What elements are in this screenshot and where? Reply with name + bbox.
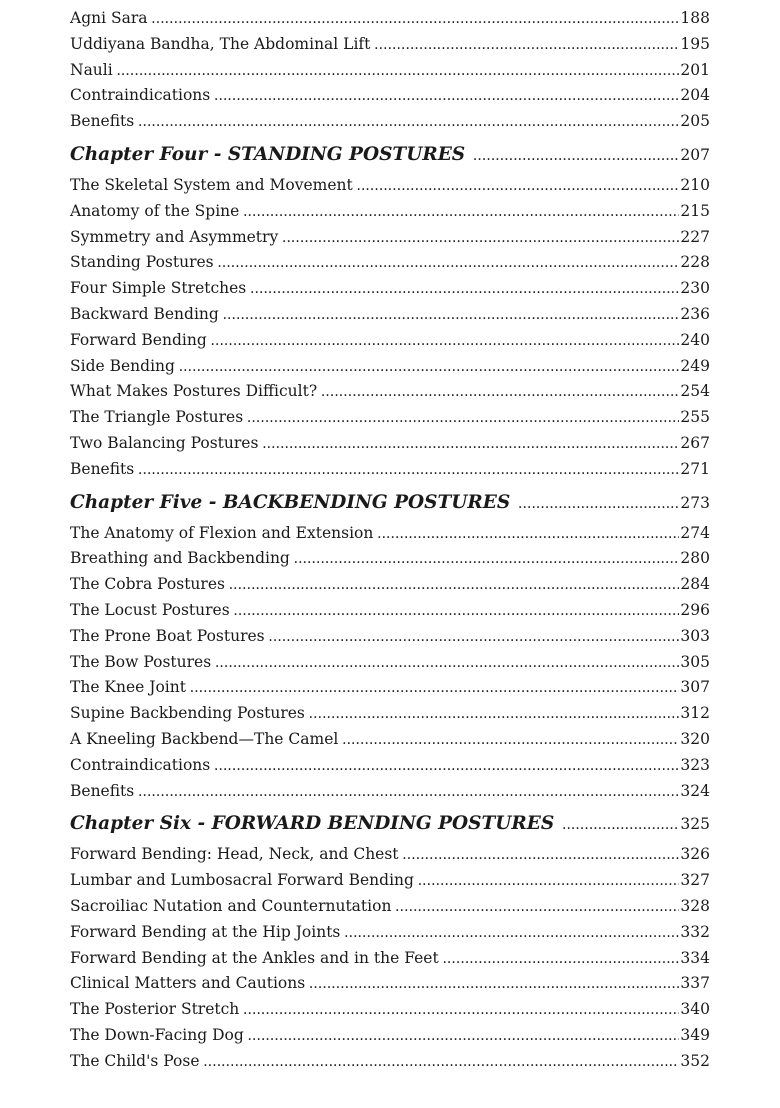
toc-entry-page-number: 210 bbox=[680, 175, 710, 194]
toc-entry-page-number: 227 bbox=[680, 227, 710, 246]
toc-entry-title: Benefits bbox=[70, 781, 135, 800]
toc-entry[interactable] bbox=[70, 675, 710, 701]
toc-entry[interactable] bbox=[70, 1049, 710, 1075]
toc-entry-page-number: 320 bbox=[680, 729, 710, 748]
dot-leader bbox=[377, 521, 679, 547]
toc-entry[interactable] bbox=[70, 83, 710, 109]
toc-entry-page-number: 230 bbox=[680, 279, 710, 298]
chapter-heading[interactable] bbox=[70, 806, 710, 842]
chapter-page-number: 273 bbox=[680, 493, 710, 512]
toc-entry-page-number: 280 bbox=[680, 549, 710, 568]
toc-entry-page-number: 327 bbox=[680, 871, 710, 890]
toc-entry[interactable] bbox=[70, 6, 710, 32]
toc-entry-page-number: 267 bbox=[680, 433, 710, 452]
toc-entry-title: Uddiyana Bandha, The Abdominal Lift bbox=[70, 34, 371, 53]
toc-entry-page-number: 323 bbox=[680, 755, 710, 774]
toc-entry-title: The Prone Boat Postures bbox=[70, 626, 265, 645]
dot-leader bbox=[229, 572, 679, 598]
toc-entry-page-number: 303 bbox=[680, 626, 710, 645]
toc-entry-title: The Knee Joint bbox=[70, 678, 186, 697]
dot-leader bbox=[243, 997, 679, 1023]
toc-entry[interactable] bbox=[70, 199, 710, 225]
toc-entry-page-number: 274 bbox=[680, 523, 710, 542]
toc-entry-page-number: 228 bbox=[680, 253, 710, 272]
toc-entry[interactable] bbox=[70, 32, 710, 58]
dot-leader bbox=[190, 675, 679, 701]
toc-entry[interactable] bbox=[70, 225, 710, 251]
toc-entry-page-number: 255 bbox=[680, 408, 710, 427]
dot-leader bbox=[395, 894, 679, 920]
toc-entry-title: Sacroiliac Nutation and Counternutation bbox=[70, 896, 392, 915]
toc-entry-title: Two Balancing Postures bbox=[70, 433, 259, 452]
toc-entry[interactable] bbox=[70, 250, 710, 276]
dot-leader bbox=[138, 457, 679, 483]
dot-leader bbox=[138, 779, 679, 805]
toc-entry[interactable] bbox=[70, 276, 710, 302]
dot-leader bbox=[294, 546, 680, 572]
chapter-title: Chapter Five - BACKBENDING POSTURES bbox=[70, 491, 511, 513]
dot-leader bbox=[243, 199, 679, 225]
dot-leader bbox=[562, 807, 679, 843]
toc-entry-page-number: 188 bbox=[680, 9, 710, 27]
toc-entry-title: Forward Bending at the Ankles and in the Feet bbox=[70, 948, 439, 967]
toc-entry-page-number: 205 bbox=[680, 112, 710, 131]
toc-entry-title: Anatomy of the Spine bbox=[70, 201, 240, 220]
toc-entry-title: A Kneeling Backbend—The Camel bbox=[70, 729, 339, 748]
dot-leader bbox=[262, 431, 679, 457]
toc-entry-page-number: 284 bbox=[680, 575, 710, 594]
toc-entry-title: The Cobra Postures bbox=[70, 575, 225, 594]
toc-entry-title: Benefits bbox=[70, 112, 135, 131]
toc-entry-page-number: 215 bbox=[680, 201, 710, 220]
dot-leader bbox=[138, 109, 679, 135]
toc-entry-page-number: 204 bbox=[680, 86, 710, 105]
dot-leader bbox=[321, 379, 679, 405]
toc-entry[interactable] bbox=[70, 868, 710, 894]
toc-entry[interactable] bbox=[70, 546, 710, 572]
toc-entry-title: The Bow Postures bbox=[70, 652, 212, 671]
toc-entry-title: The Down-Facing Dog bbox=[70, 1025, 244, 1044]
toc-entry[interactable] bbox=[70, 701, 710, 727]
dot-leader bbox=[214, 83, 679, 109]
dot-leader bbox=[179, 354, 679, 380]
toc-entry-page-number: 271 bbox=[680, 459, 710, 478]
dot-leader bbox=[204, 1049, 680, 1075]
dot-leader bbox=[250, 276, 679, 302]
dot-leader bbox=[223, 302, 680, 328]
toc-entry-page-number: 312 bbox=[680, 704, 710, 723]
toc-entry[interactable] bbox=[70, 302, 710, 328]
toc-entry[interactable] bbox=[70, 521, 710, 547]
toc-entry-title: Contraindications bbox=[70, 86, 211, 105]
toc-entry[interactable] bbox=[70, 354, 710, 380]
dot-leader bbox=[117, 58, 680, 84]
toc-entry-page-number: 307 bbox=[680, 678, 710, 697]
dot-leader bbox=[214, 753, 679, 779]
dot-leader bbox=[344, 920, 679, 946]
toc-entry[interactable] bbox=[70, 328, 710, 354]
toc-entry-page-number: 236 bbox=[680, 304, 710, 323]
dot-leader bbox=[518, 486, 679, 522]
toc-entry-page-number: 349 bbox=[680, 1025, 710, 1044]
chapter-title: Chapter Four - STANDING POSTURES bbox=[70, 143, 466, 165]
toc-entry[interactable] bbox=[70, 58, 710, 84]
toc-entry-title: The Locust Postures bbox=[70, 600, 230, 619]
toc-entry[interactable] bbox=[70, 842, 710, 868]
toc-entry-page-number: 240 bbox=[680, 330, 710, 349]
toc-entry[interactable] bbox=[70, 598, 710, 624]
dot-leader bbox=[473, 138, 679, 174]
toc-entry-page-number: 305 bbox=[680, 652, 710, 671]
table-of-contents bbox=[70, 6, 710, 1074]
toc-entry[interactable] bbox=[70, 971, 710, 997]
toc-entry-title: Four Simple Stretches bbox=[70, 279, 247, 298]
chapter-heading[interactable] bbox=[70, 485, 710, 521]
toc-entry-title: Forward Bending bbox=[70, 330, 207, 349]
toc-entry-page-number: 328 bbox=[680, 896, 710, 915]
dot-leader bbox=[248, 1023, 680, 1049]
toc-entry[interactable] bbox=[70, 894, 710, 920]
dot-leader bbox=[403, 842, 680, 868]
chapter-page-number: 325 bbox=[680, 815, 710, 834]
toc-entry[interactable] bbox=[70, 753, 710, 779]
toc-entry-page-number: 296 bbox=[680, 600, 710, 619]
toc-entry[interactable] bbox=[70, 624, 710, 650]
dot-leader bbox=[309, 971, 679, 997]
dot-leader bbox=[443, 946, 680, 972]
toc-entry-page-number: 195 bbox=[680, 34, 710, 53]
toc-entry[interactable] bbox=[70, 727, 710, 753]
dot-leader bbox=[152, 6, 680, 32]
chapter-page-number: 207 bbox=[680, 145, 710, 164]
dot-leader bbox=[218, 250, 680, 276]
dot-leader bbox=[418, 868, 679, 894]
toc-entry-title: Forward Bending at the Hip Joints bbox=[70, 922, 341, 941]
toc-entry-title: Clinical Matters and Cautions bbox=[70, 974, 306, 993]
toc-entry-title: The Skeletal System and Movement bbox=[70, 175, 353, 194]
dot-leader bbox=[234, 598, 680, 624]
toc-entry-title: The Anatomy of Flexion and Extension bbox=[70, 523, 374, 542]
toc-entry[interactable] bbox=[70, 572, 710, 598]
dot-leader bbox=[357, 173, 680, 199]
toc-entry[interactable] bbox=[70, 1023, 710, 1049]
dot-leader bbox=[215, 650, 679, 676]
toc-entry-page-number: 334 bbox=[680, 948, 710, 967]
dot-leader bbox=[309, 701, 680, 727]
toc-entry[interactable] bbox=[70, 173, 710, 199]
toc-entry-title: The Child's Pose bbox=[70, 1051, 200, 1070]
toc-entry[interactable] bbox=[70, 109, 710, 135]
toc-entry-title: Standing Postures bbox=[70, 253, 214, 272]
toc-entry-page-number: 352 bbox=[680, 1051, 710, 1070]
toc-entry-page-number: 249 bbox=[680, 356, 710, 375]
toc-entry-page-number: 332 bbox=[680, 922, 710, 941]
toc-entry[interactable] bbox=[70, 457, 710, 483]
dot-leader bbox=[282, 225, 679, 251]
toc-entry-title: Lumbar and Lumbosacral Forward Bending bbox=[70, 871, 414, 890]
toc-entry-title: The Triangle Postures bbox=[70, 408, 244, 427]
toc-entry-title: Forward Bending: Head, Neck, and Chest bbox=[70, 845, 399, 864]
toc-entry-title: Breathing and Backbending bbox=[70, 549, 290, 568]
toc-entry-page-number: 324 bbox=[680, 781, 710, 800]
dot-leader bbox=[342, 727, 679, 753]
toc-entry-page-number: 254 bbox=[680, 382, 710, 401]
dot-leader bbox=[374, 32, 679, 58]
toc-entry[interactable] bbox=[70, 650, 710, 676]
chapter-title: Chapter Six - FORWARD BENDING POSTURES bbox=[70, 813, 555, 835]
toc-entry-title: Supine Backbending Postures bbox=[70, 704, 305, 723]
dot-leader bbox=[269, 624, 680, 650]
toc-entry-page-number: 340 bbox=[680, 1000, 710, 1019]
toc-entry-page-number: 337 bbox=[680, 974, 710, 993]
toc-entry-title: Contraindications bbox=[70, 755, 211, 774]
toc-entry-title: What Makes Postures Difficult? bbox=[70, 382, 318, 401]
toc-entry[interactable] bbox=[70, 997, 710, 1023]
toc-entry[interactable] bbox=[70, 405, 710, 431]
toc-entry[interactable] bbox=[70, 431, 710, 457]
dot-leader bbox=[247, 405, 679, 431]
toc-entry[interactable] bbox=[70, 946, 710, 972]
toc-entry-title: Side Bending bbox=[70, 356, 175, 375]
toc-entry-title: Backward Bending bbox=[70, 304, 219, 323]
toc-entry[interactable] bbox=[70, 779, 710, 805]
toc-entry-title: Symmetry and Asymmetry bbox=[70, 227, 279, 246]
chapter-heading[interactable] bbox=[70, 137, 710, 173]
toc-entry-title: Nauli bbox=[70, 60, 113, 79]
toc-entry-title: Agni Sara bbox=[70, 9, 148, 27]
toc-entry[interactable] bbox=[70, 379, 710, 405]
toc-entry-title: Benefits bbox=[70, 459, 135, 478]
toc-entry-page-number: 326 bbox=[680, 845, 710, 864]
toc-entry-title: The Posterior Stretch bbox=[70, 1000, 240, 1019]
dot-leader bbox=[211, 328, 680, 354]
toc-entry[interactable] bbox=[70, 920, 710, 946]
toc-entry-page-number: 201 bbox=[680, 60, 710, 79]
